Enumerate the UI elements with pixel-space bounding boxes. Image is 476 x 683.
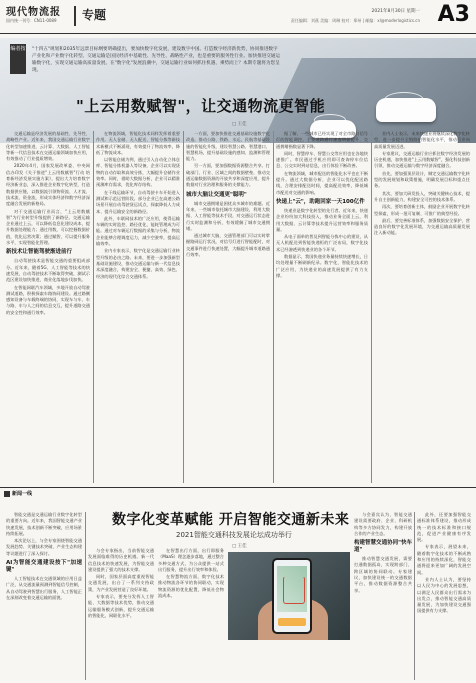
article-paragraph: 首先，要加强顶层设计，制定交通运输数字化转型的发展规划和政策措施，明确发展目标和重点任务。: [374, 170, 470, 189]
article-paragraph: 对于交通运输行业而言，"上云用数赋智"为行业转型升级提供了新路径。交通运输企业通过上云，可以降低信息化建设成本，提升数据处理能力；通过用数，可以挖掘数据价值，优化运营决策；通过赋智，可以提升服务水平，实现智能化管理。: [6, 208, 90, 246]
article-paragraph: 在物流领域，智能化技术同样发挥着重要作用。无人仓储、无人配送、智能分拣等新技术新模式不断涌现，有效提升了物流效率，降低了物流成本。: [96, 131, 180, 155]
article-subheading: 城市大脑让交通更"聪明": [186, 191, 247, 198]
article-paragraph: 通过城市大脑，交通管理部门可以实时掌握路网运行状况，对信号灯进行智能配时，对交通事件进行快速处置，大幅提升城市道路通行效率。: [186, 233, 270, 258]
article-paragraph: 城市交通拥堵是困扰众多城市的难题。近年来，一些城市依托城市大脑建设，利用大数据、人工智能等技术手段，对交通运行状态进行实时监测和分析，有效缓解了城市交通拥堵。: [186, 200, 270, 231]
smartphone-graphic: [272, 558, 312, 634]
article-paragraph: 在智慧物流方面，数字化技术推动物流各环节的协同联动，实现物流资源的优化配置，降低社会物流成本。: [158, 574, 224, 599]
article-paragraph: 另一方面，要加强数据资源整合共享。打破部门、行业、区域之间的数据壁垒，推动交通运输数据资源的开放共享和深度应用，提升数据对行业治理和服务的支撑能力。: [186, 163, 270, 188]
article-paragraph: 此外，还要加强智能交通标准体系建设，推动形成统一的技术标准和接口规范，促进产业健康有序发展。: [417, 512, 471, 543]
main-byline: □ 王佳: [232, 122, 247, 127]
article-paragraph: 自动驾驶技术是智能交通的重要组成部分。近年来，随着5G、人工智能等技术的快速发展，自动驾驶技术不断取得突破，测试示范区建设加快推进，商业化落地步伐加快。: [6, 258, 90, 283]
newspaper-registration: 国内统一刊号：CN11-0089: [6, 18, 57, 23]
article-subheading: AI为智能交通建设按下"加速键": [6, 560, 82, 574]
masthead: [0, 0, 476, 34]
phone-navigation-photo: [228, 552, 350, 640]
section-divider: [0, 487, 476, 488]
article-paragraph: 交通运输是经济发展的基础性、先导性、战略性产业。近年来，我国交通运输行业数字化转型加速推进，云计算、大数据、人工智能等新一代信息技术在交通运输领域加快应用，有效推动了行业提质增效。: [6, 131, 90, 162]
page-number: A3: [437, 2, 470, 27]
article-column: [6, 512, 82, 680]
article-column: [374, 131, 470, 483]
editor-credits: 责任编辑：刘燕 美编：周琳 校对：郑州 | 邮编：xl@moderlogistics.cn: [290, 18, 420, 23]
article-paragraph: 推动智慧交通发展，需要打通数据孤岛，实现跨部门、跨区域的协同联动。专家建议，加快建设统一的交通数据平台，推动数据资源整合共享。: [354, 556, 412, 593]
article-column: [158, 548, 224, 680]
article-paragraph: 此外，车联网技术的广泛应用，使得运输车辆的实时监控、路径优化、能耗管理成为可能。通过对车辆运行数据的采集与分析，物流企业能够合理调度运力，减少空驶率，提高运输效率。: [96, 215, 180, 247]
column-rule: [85, 512, 86, 680]
article-paragraph: 同时，国家层面高度重视智能交通发展，出台了一系列支持政策，为产业发展营造了良好环境。: [88, 574, 154, 592]
article-paragraph: 与会嘉宾认为，智能交通建设需要政府、企业、科研机构等多方协同发力，构建开放合作的产业生态。: [354, 512, 412, 536]
article-column: [354, 512, 412, 680]
article-paragraph: 2020年4月，国家发展改革委、中央网信办印发《关于推进"上云用数赋智"行动 培育新经济发展实施方案》，提出大力培育数字经济新业态，深入推进企业数字化转型，打造数据供应链，以数据流引领物资流、人才流、技术流、资金流，形成实体经济和数字经济深度融合发展的新格局。: [6, 163, 90, 207]
article-column: [276, 131, 368, 483]
article-paragraph: 在智能网联汽车领域，多地开放自动驾驶测试道路，积极探索车路协同建设。通过路侧感知设备与车载终端的协同，实现车与车、车与路、车与人之间的信息交互，提升道路交通的安全性和通行效率。: [6, 284, 90, 315]
article-paragraph: 业内人士表示，未来快递业将继续深化数字化转型，进一步提升全链路的智能化水平，推动行业向高质量发展迈进。: [374, 131, 470, 149]
article-paragraph: 专家表示，展望未来，随着数字化技术的不断成熟和应用的持续深化，智能交通将迎来更加广阔的发展空间。: [417, 544, 471, 575]
article-paragraph: 从电子面单的普及到智能分拣中心的建设，从无人机配送到智能快递柜的广泛布局，数字化技术已经渗透到快递业的各个环节。: [276, 234, 368, 252]
article-paragraph: 在智慧出行方面，出行即服务（MaaS）理念逐步落地，通过整合多种交通方式，为公众提供一站式出行服务，提升出行效率和体验。: [158, 548, 224, 572]
article-paragraph: 与会专家指出，当前智能交通发展面临难得的历史机遇。新一代信息技术的快速发展，为智能交通建设提供了强大的技术支撑。: [88, 548, 154, 572]
section-label-text: 新闻一线: [12, 491, 33, 497]
article-column: [6, 131, 90, 483]
lower-byline: □ 王佳: [232, 544, 247, 549]
article-paragraph: 据了解，一些城市已经实现了对全市路口信号灯的智能调控，主要道路通行速度明显提升，交通拥堵指数显著下降。: [276, 131, 368, 149]
article-paragraph: 人工智能技术在交通领域的应用日益广泛，从交通流量预测到智能信号控制，从自动驾驶到智慧出行服务，人工智能正在深刻改变着交通运输的面貌。: [6, 576, 82, 600]
lower-headline: 数字化变革赋能 开启智能交通新未来: [112, 512, 350, 528]
main-headline: "上云用数赋智"，让交通物流更智能: [76, 97, 326, 115]
article-paragraph: 快递业是数字化转型的先行者。近年来，快递企业纷纷加大科技投入，推动业务全面上云，利用大数据、云计算等技术提升运营效率和服务质量。: [276, 207, 368, 232]
article-subheading: 构建智慧交通协同"快车道": [354, 540, 412, 554]
issue-date: 2021年8月30日 星期一: [371, 9, 420, 14]
article-paragraph: 一方面，要加快推进交通基础设施数字化改造。推动公路、铁路、水运、民航等基础设施的智能化升级，建设智慧公路、智慧港口、智慧机场，提升基础设施的感知、监测和管理能力。: [186, 131, 270, 162]
article-paragraph: 专家建议，交通运输行业应抓住数字经济发展的历史机遇，加快推进"上云用数赋智"，强化科技创新引领，推动交通运输与数字经济深度融合。: [374, 150, 470, 169]
article-paragraph: 智能交通是交通运输行业数字化转型的重要方向。近年来，我国智能交通产业快速发展，技术创新不断突破，应用场景持续拓展。: [6, 512, 82, 536]
car-graphic: [376, 98, 436, 122]
map-screen-graphic: [277, 566, 307, 612]
column-rule: [414, 512, 415, 680]
article-paragraph: 在干线运输环节，自动驾驶卡车开始进入测试和示范运营阶段。部分企业已在高速公路场景开展自动驾驶货运试点，探索降低人力成本、提升运输安全的新路径。: [96, 189, 180, 214]
section-label: [4, 490, 32, 497]
article-column: [186, 131, 270, 483]
article-paragraph: 最后，要完善标准体系，加强数据安全保护，营造良好的数字化发展环境，为交通运输高质量发展注入新动能。: [374, 217, 470, 236]
article-paragraph: 再次，要培育创新主体，鼓励企业开展数字化转型探索，形成一批可复制、可推广的典型经验。: [374, 204, 470, 216]
column-rule: [183, 131, 184, 483]
lower-subheadline: 2021智能交通科技发展论坛成功举行: [176, 531, 292, 539]
newspaper-logo: 现代物流报: [6, 7, 61, 18]
article-column: [88, 548, 154, 680]
article-column: [96, 131, 180, 483]
column-rule: [371, 131, 372, 483]
article-paragraph: 其次，要加大研发投入，突破关键核心技术，提升自主创新能力，构建安全可控的技术体系。: [374, 190, 470, 202]
column-rule: [273, 131, 274, 483]
article-paragraph: 同时，智慧停车、智慧公交等应用也在各地快速推广。市民通过手机应用即可查询停车位信息、公交实时到站信息，出行体验不断改善。: [276, 150, 368, 169]
article-paragraph: 业内专家表示，数字化是交通运输行业转型升级的必由之路。未来，要进一步加强新型基础设施建设，推动交通运输与新一代信息技术深度融合，构建安全、便捷、高效、绿色、经济的现代化综合交通体系。: [96, 248, 180, 279]
section-title: 专题: [82, 8, 107, 22]
editor-note-text: "十四五"规划和2035年远景目标纲要明确提出，要加快数字化发展，建设数字中国。打造数字经济新优势，协同推进数字产业化和产业数字化转型。交通运输是国民经济中基础性、先导性、战略性产业，也是重要的服务性行业。加快推进交通运输数字化，实现交通运输高质量发展。在"数字化"发展浪潮中，交通运输行业如何抓住机遇、乘势而上？本期专题将为您呈现。: [32, 47, 281, 73]
article-paragraph: 本次论坛上，与会专家围绕智能交通发展趋势、关键技术突破、产业生态构建等议题进行了深入探讨。: [6, 538, 82, 556]
editor-note-tag: 编者按: [10, 44, 26, 74]
article-column: [417, 512, 471, 680]
column-rule: [93, 131, 94, 483]
article-paragraph: 专家表示，要充分发挥人工智能、大数据等技术优势，推动交通运输服务模式创新，提升交通运输的智能化、网联化水平。: [88, 594, 154, 618]
masthead-divider: [74, 6, 76, 26]
section-marker-icon: [4, 491, 10, 497]
article-paragraph: 在物流领域，城市配送的智能化水平也在不断提升。通过大数据分析，企业可以优化配送路线，合理安排配送时间，提高配送效率，降低城市配送对交通的影响。: [276, 170, 368, 195]
article-subheading: 快递上"云"，助跑回家一天100亿件: [276, 198, 365, 205]
article-paragraph: 数据显示，我国快递业务量持续快速增长，日均处理量不断刷新纪录。数字化、智能化技术的广泛应用，为快递业的高速发展提供了有力支撑。: [276, 254, 368, 278]
article-paragraph: 业内人士认为，要坚持以人民为中心的发展思想，以满足人民群众出行需求为出发点，推动智能交通高质量发展，为加快建设交通强国提供有力支撑。: [417, 576, 471, 614]
app-button-graphic: [278, 618, 306, 626]
article-subheading: 新技术让智能驾驶渐进前行: [6, 249, 73, 256]
article-paragraph: 以智能仓储为例，通过引入自动化立体仓库、智能分拣机器人等设备，企业可以实现货物的自动存取和高效分拣，大幅提升仓储作业效率。同时，借助大数据分析，企业可以精准预测库存需求，优化库存结构。: [96, 157, 180, 188]
